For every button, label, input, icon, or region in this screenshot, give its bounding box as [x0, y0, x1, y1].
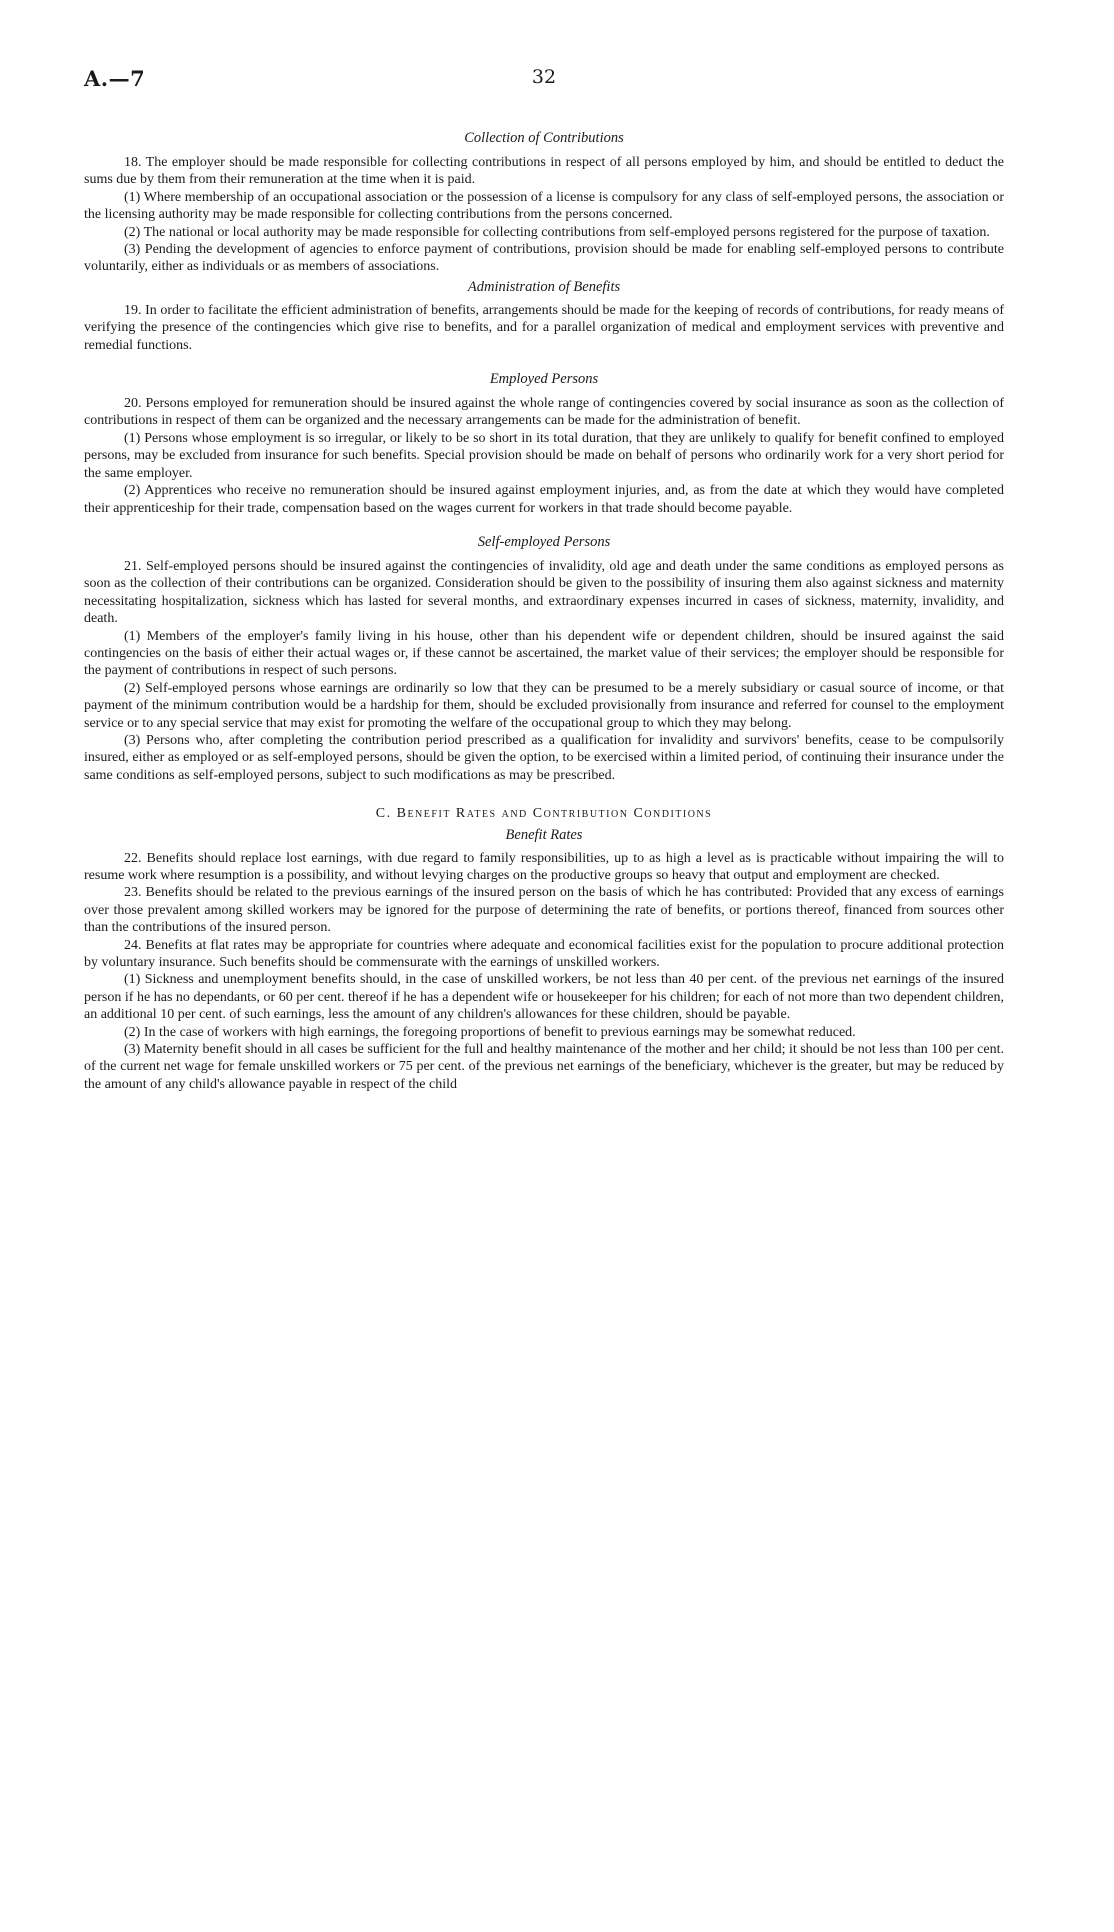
paragraph-20-2: (2) Apprentices who receive no remuneration should be insured against employment injuries, and, as from the date at which they would have completed their apprenticeship for their trade, compensation based on the wages current for workers in that trade should become payable.: [84, 483, 1004, 516]
paragraph-20-1: (1) Persons whose employment is so irregular, or likely to be so short in its total duration, that they are unlikely to qualify for benefit confined to employed persons, may be excluded from insurance for such benefits. Special provision should be made on behalf of persons who ordinarily work for a very short period for the same employer.: [84, 430, 1004, 481]
paragraph-18: 18. The employer should be made responsible for collecting contributions in respect of all persons employed by him, and should be entitled to deduct the sums due by them from their remuneration at the time when it is paid.: [84, 155, 1004, 188]
paragraph-21: 21. Self-employed persons should be insured against the contingencies of invalidity, old age and death under the same conditions as employed persons as soon as the collection of their contributions can be organized. Consideration should be given to the possibility of insuring them also against sickness and maternity necessitating hospitalization, sickness which has lasted for several months, and extraordinary expenses incurred in cases of sickness, maternity, invalidity, and death.: [84, 558, 1004, 627]
page-number: 32: [531, 66, 557, 88]
subheading-collection-of-contributions: Collection of Contributions: [464, 130, 624, 146]
paragraph-20: 20. Persons employed for remuneration should be insured against the whole range of contingencies covered by social insurance as soon as the collection of contributions in respect of them can be organized and the necessary arrangements can be made for the administration of benefit.: [84, 396, 1004, 429]
subheading-employed-persons: Employed Persons: [489, 371, 599, 388]
document-body: [84, 127, 1004, 1093]
section-heading-c: C. Benefit Rates and Contribution Conditions: [375, 806, 713, 822]
paragraph-18-2: (2) The national or local authority may be made responsible for collecting contributions from self-employed persons registered for the purpose of taxation.: [124, 224, 990, 240]
page-header: [84, 66, 1004, 106]
paragraph-24-3: (3) Maternity benefit should in all cases be sufficient for the full and healthy maintenance of the mother and her child; it should be not less than 100 per cent. of the current net wage for female unskilled workers or 75 per cent. of the previous net earnings of the beneficiary, whichever is the greater, but may be reduced by the amount of any child's allowance payable in respect of the child: [84, 1042, 1004, 1092]
subheading-benefit-rates: Benefit Rates: [505, 826, 583, 843]
subheading-self-employed-persons: Self-employed Persons: [477, 533, 611, 550]
paragraph-21-3: (3) Persons who, after completing the contribution period prescribed as a qualification for invalidity and survivors' benefits, cease to be compulsorily insured, either as employed or as self-employed persons, should be given the option, to be exercised within a limited period, of continuing their insurance under the same conditions as self-employed persons, subject to such modifications as may be prescribed.: [84, 732, 1004, 783]
paragraph-18-3: (3) Pending the development of agencies to enforce payment of contributions, provision should be made for enabling self-employed persons to contribute voluntarily, either as individuals or as members of associations.: [84, 242, 1004, 275]
paragraph-22: 22. Benefits should replace lost earnings, with due regard to family responsibilities, up to as high a level as is practicable without impairing the will to resume work where resumption is a possibility, and without levying charges on the productive groups so heavy that output and employment are checked.: [84, 850, 1004, 883]
paragraph-24: 24. Benefits at flat rates may be appropriate for countries where adequate and economical facilities exist for the population to procure additional protection by voluntary insurance. Such benefits should be commensurate with the earnings of unskilled workers.: [84, 937, 1004, 971]
document-reference: A.—7: [84, 66, 146, 91]
paragraph-24-2: (2) In the case of workers with high earnings, the foregoing proportions of benefit to previous earnings may be somewhat reduced.: [124, 1024, 856, 1040]
paragraph-24-1: (1) Sickness and unemployment benefits should, in the case of unskilled workers, be not less than 40 per cent. of the previous net earnings of the insured person if he has no dependants, or 60 per cent. thereof if he has a dependent wife or housekeeper for his children; for each of not more than two dependent children, an additional 10 per cent. of such earnings, less the amount of any children's allowances for these children, should be payable.: [84, 972, 1004, 1023]
paragraph-21-1: (1) Members of the employer's family living in his house, other than his dependent wife or dependent children, should be insured against the said contingencies on the basis of either their actual wages or, if these cannot be ascertained, the market value of their services; the employer should be responsible for the payment of contributions in respect of such persons.: [84, 628, 1004, 679]
paragraph-23: 23. Benefits should be related to the previous earnings of the insured person on the basis of which he has contributed: Provided that any excess of earnings over those prevalent among skilled workers may be ignored for the purpose of determining the rate of benefits, or portions thereof, financed from sources other than the contributions of the insured person.: [84, 885, 1004, 936]
paragraph-19: 19. In order to facilitate the efficient administration of benefits, arrangements should be made for the keeping of records of contributions, for ready means of verifying the presence of the contingencies which give rise to benefits, and for a parallel organization of medical and employment services with preventive and remedial functions.: [84, 302, 1004, 353]
paragraph-21-2: (2) Self-employed persons whose earnings are ordinarily so low that they can be presumed to be a merely subsidiary or casual source of income, or that payment of the minimum contribution would be a hardship for them, should be excluded provisionally from insurance and referred for counsel to the employment service or to any special service that may exist for promoting the welfare of the occupational group to which they may belong.: [84, 680, 1004, 731]
subheading-administration-of-benefits: Administration of Benefits: [467, 278, 621, 295]
paragraph-18-1: (1) Where membership of an occupational association or the possession of a license is compulsory for any class of self-employed persons, the association or the licensing authority may be made responsible for collecting contributions from the persons concerned.: [84, 189, 1004, 223]
